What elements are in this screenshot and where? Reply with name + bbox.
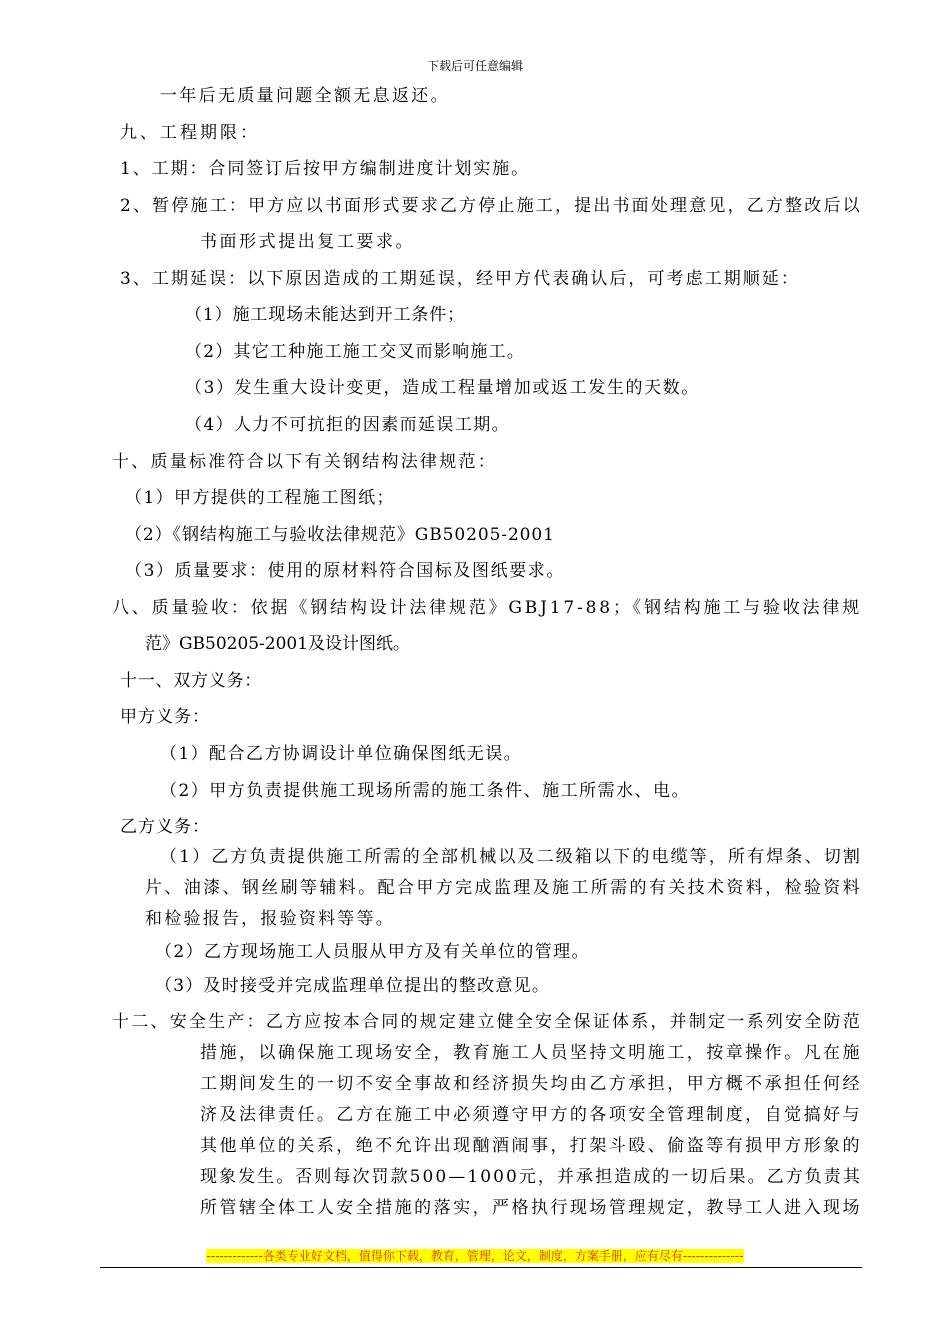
subheading: 乙方义务： bbox=[120, 817, 210, 837]
list-item: （3）质量要求：使用的原材料符合国标及图纸要求。 bbox=[125, 561, 565, 581]
text-line: 所管辖全体工人安全措施的落实，严格执行现场管理规定，教导工人进入现场 bbox=[200, 1198, 862, 1218]
text-line: 措施，以确保施工现场安全，教育施工人员坚持文明施工，按章操作。凡在施 bbox=[200, 1043, 862, 1063]
list-item: （3）发生重大设计变更，造成工程量增加或返工发生的天数。 bbox=[185, 378, 700, 398]
text-line: 3、工期延误：以下原因造成的工期延误，经甲方代表确认后，可考虑工期顺延： bbox=[120, 269, 800, 289]
text-line: 工期间发生的一切不安全事故和经济损失均由乙方承担，甲方概不承担任何经 bbox=[200, 1074, 862, 1094]
text-line: 一年后无质量问题全额无息返还。 bbox=[160, 86, 450, 106]
text-line: 和检验报告，报验资料等等。 bbox=[145, 909, 395, 929]
list-item: （3）及时接受并完成监理单位提出的整改意见。 bbox=[155, 976, 551, 996]
list-item: （2）乙方现场施工人员服从甲方及有关单位的管理。 bbox=[155, 942, 590, 962]
subheading: 甲方义务： bbox=[120, 707, 210, 727]
text-line: 范》GB50205-2001及设计图纸。 bbox=[145, 634, 410, 654]
section-heading: 十、质量标准符合以下有关钢结构法律规范： bbox=[112, 452, 497, 472]
section-heading: 八、质量验收：依据《钢结构设计法律规范》GBJ17-88；《钢结构施工与验收法律规 bbox=[112, 598, 863, 618]
footer-banner bbox=[0, 1248, 950, 1264]
list-item: （2）甲方负责提供施工现场所需的施工条件、施工所需水、电。 bbox=[160, 781, 691, 801]
text-line: 现象发生。否则每次罚款500—1000元，并承担造成的一切后果。乙方负责其 bbox=[200, 1167, 862, 1187]
section-heading: 十一、双方义务： bbox=[120, 671, 262, 691]
list-item: （2）其它工种施工施工交叉而影响施工。 bbox=[185, 342, 525, 362]
page-header: 下载后可任意编辑 bbox=[426, 59, 523, 73]
list-item: （1）施工现场未能达到开工条件； bbox=[185, 305, 466, 325]
text-line: 济及法律责任。乙方在施工中必须遵守甲方的各项安全管理制度，自觉搞好与 bbox=[200, 1105, 862, 1125]
text-line: 1、工期：合同签订后按甲方编制进度计划实施。 bbox=[120, 159, 531, 179]
section-heading: 九、工程期限： bbox=[120, 123, 260, 143]
footer-rule bbox=[100, 1267, 862, 1268]
list-item: （1）配合乙方协调设计单位确保图纸无误。 bbox=[160, 744, 523, 764]
text-line: 片、油漆、钢丝刷等辅料。配合甲方完成监理及施工所需的有关技术资料，检验资料 bbox=[145, 878, 863, 898]
list-item: （4）人力不可抗拒的因素而延误工期。 bbox=[185, 415, 511, 435]
footer-banner-text: -------------各类专业好文档，值得你下载，教育，管理，论文，制度，方案手册，应有尽有-------------- bbox=[206, 1249, 744, 1263]
text-line: 2、暂停施工：甲方应以书面形式要求乙方停止施工，提出书面处理意见，乙方整改后以 bbox=[120, 196, 862, 216]
list-item: （1）乙方负责提供施工所需的全部机械以及二级箱以下的电缆等，所有焊条、切割 bbox=[160, 847, 862, 867]
section-heading: 十二、安全生产：乙方应按本合同的规定建立健全安全保证体系，并制定一系列安全防范 bbox=[112, 1012, 862, 1032]
text-line: 其他单位的关系，绝不允许出现酗酒闹事，打架斗殴、偷盗等有损甲方形象的 bbox=[200, 1136, 862, 1156]
list-item: （1）甲方提供的工程施工图纸； bbox=[125, 488, 395, 508]
list-item: （2）《钢结构施工与验收法律规范》GB50205-2001 bbox=[125, 525, 555, 545]
text-line: 书面形式提出复工要求。 bbox=[200, 232, 416, 252]
